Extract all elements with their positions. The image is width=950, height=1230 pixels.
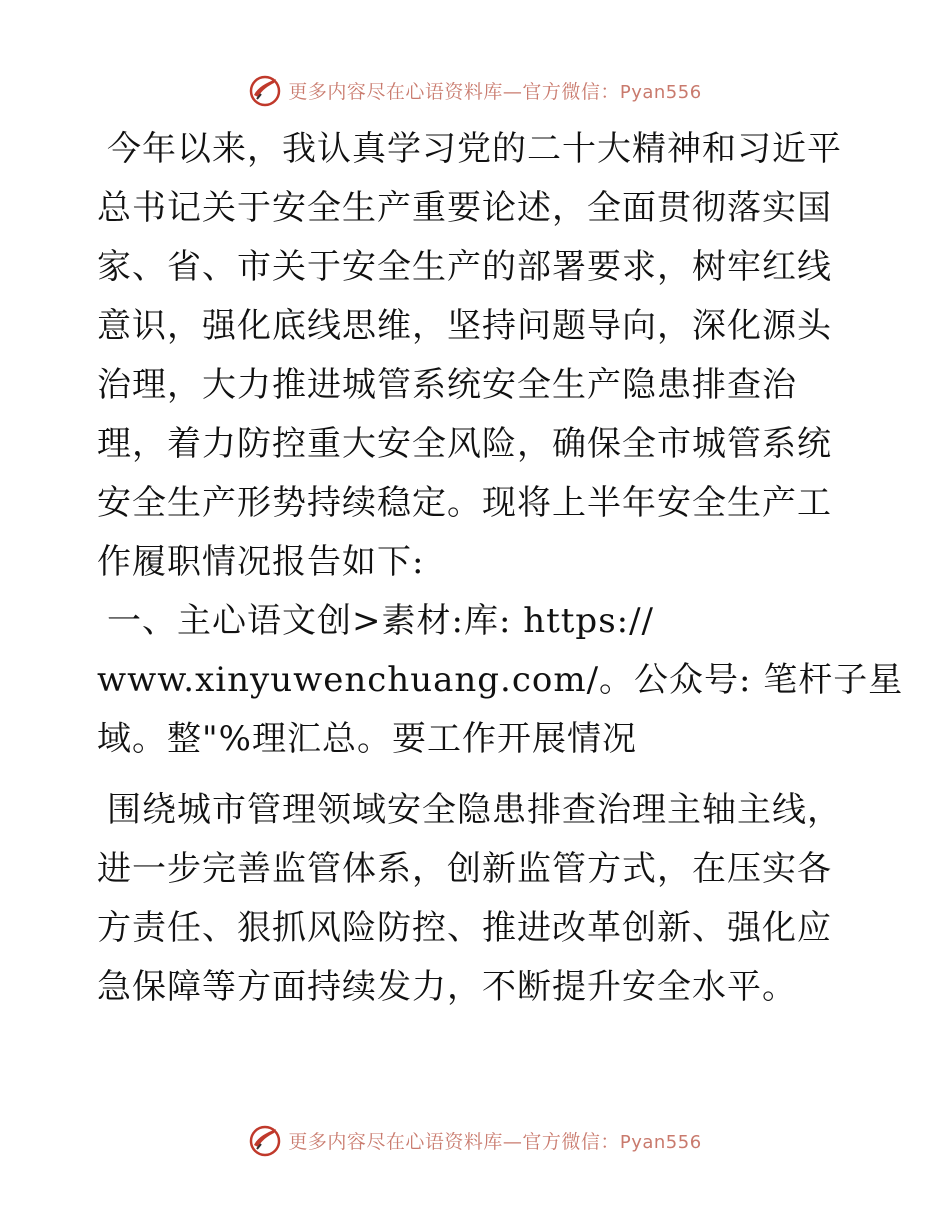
pen-logo-icon <box>248 73 282 107</box>
intro-paragraph: 今年以来，我认真学习党的二十大精神和习近平总书记关于安全生产重要论述，全面贯彻落实国家、省、市关于安全生产的部署要求，树牢红线意识，强化底线思维，坚持问题导向，深化源头治理，大力推进城管系统安全生产隐患排查治理，着力防控重大安全风险，确保全市城管系统安全生产形势持续稳定。现将上半年安全生产工作履职情况报告如下: <box>97 129 842 582</box>
section-heading <box>97 592 904 769</box>
heading-line-3: 域。整"%理汇总。要工作开展情况 <box>97 719 637 759</box>
section-paragraph: 围绕城市管理领域安全隐患排查治理主轴主线，进一步完善监管体系，创新监管方式，在压实各方责任、狠抓风险防控、推进改革创新、强化应急保障等方面持续发力，不断提升安全水平。 <box>97 790 842 1007</box>
heading-line-2: www.xinyuwenchuang.com/。公众号: 笔杆子星 <box>97 660 904 700</box>
watermark-text: 更多内容尽在心语资料库—官方微信：Pyan556 <box>288 80 702 103</box>
watermark-text: 更多内容尽在心语资料库—官方微信：Pyan556 <box>288 1130 702 1153</box>
header-watermark <box>0 68 950 112</box>
footer-watermark <box>0 1118 950 1162</box>
watermark-id: Pyan556 <box>619 1131 702 1153</box>
document-body <box>97 120 904 1017</box>
pen-logo-icon <box>248 1123 282 1157</box>
heading-line-1: 一、主心语文创>素材:库: https:// <box>107 601 655 641</box>
watermark-id: Pyan556 <box>619 81 702 103</box>
